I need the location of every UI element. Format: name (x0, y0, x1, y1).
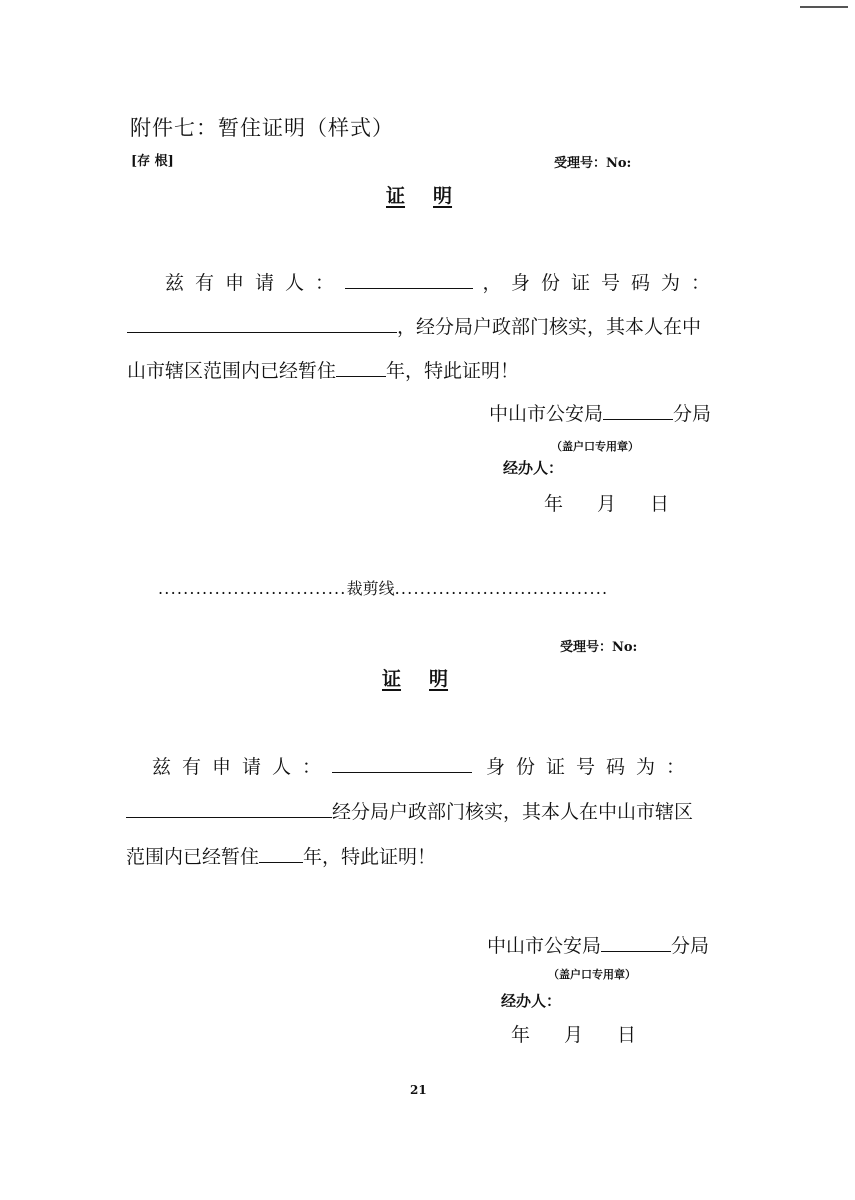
years-blank[interactable] (336, 356, 386, 377)
title-char-left: 证 (386, 185, 406, 207)
branch-blank[interactable] (601, 931, 671, 952)
id-number-label: 身份证号码为： (486, 756, 697, 778)
certificate-line-verification (126, 797, 693, 824)
id-number-blank[interactable] (127, 312, 397, 333)
day-label: 日 (650, 493, 670, 515)
stub-bureau-line (489, 399, 711, 426)
branch-suffix: 分局 (673, 403, 712, 425)
id-number-blank[interactable] (126, 797, 332, 818)
verification-text: ，经分局户政部门核实，其本人在中 (397, 316, 702, 338)
applicant-name-blank[interactable] (332, 752, 472, 773)
stub-certificate-title (386, 181, 452, 208)
certificate-date (511, 1020, 636, 1047)
residence-text: 山市辖区范围内已经暂住 (127, 360, 337, 382)
day-label: 日 (617, 1024, 637, 1046)
year-label: 年 (544, 493, 564, 515)
branch-suffix: 分局 (671, 935, 710, 957)
years-blank[interactable] (259, 842, 303, 863)
comma: ， (482, 272, 502, 294)
certificate-line-duration (126, 842, 436, 869)
certificate-bureau-line (487, 931, 709, 958)
scan-edge-rule (800, 6, 848, 8)
certificate-seal-note: （盖户口专用章） (548, 968, 636, 981)
verification-text: 经分局户政部门核实，其本人在中山市辖区 (332, 801, 694, 823)
applicant-label: 兹有申请人： (165, 272, 346, 294)
certify-text: 年，特此证明！ (386, 360, 520, 382)
year-label: 年 (511, 1024, 531, 1046)
title-char-right: 明 (429, 668, 449, 690)
bureau-name: 中山市公安局 (487, 935, 602, 957)
stub-date (544, 489, 669, 516)
month-label: 月 (597, 493, 617, 515)
page-number: 21 (410, 1083, 427, 1097)
certify-text: 年，特此证明！ (303, 846, 437, 868)
stub-handler-label: 经办人： (503, 459, 564, 477)
cut-line (158, 576, 608, 599)
cut-line-label: 裁剪线 (346, 579, 395, 598)
residence-text: 范围内已经暂住 (126, 846, 260, 868)
stub-seal-note: （盖户口专用章） (551, 440, 639, 453)
certificate-line-applicant (152, 752, 696, 779)
receipt-number-label: 受理号：No: (560, 640, 638, 655)
attachment-title: 附件七：暂住证明（样式） (130, 116, 394, 140)
cut-dots-right: .................................. (394, 579, 609, 598)
stub-line-duration (127, 356, 519, 383)
applicant-label: 兹有申请人： (152, 756, 333, 778)
branch-blank[interactable] (603, 399, 673, 420)
cut-dots-left: .............................. (158, 579, 347, 598)
id-number-label: 身份证号码为： (511, 272, 722, 294)
stub-line-verification (127, 312, 701, 339)
stub-line-applicant (165, 268, 721, 295)
title-char-left: 证 (382, 668, 402, 690)
title-char-right: 明 (433, 185, 453, 207)
certificate-handler-label: 经办人： (501, 992, 562, 1010)
bureau-name: 中山市公安局 (489, 403, 604, 425)
stub-label: [存 根] (131, 154, 174, 169)
applicant-name-blank[interactable] (345, 268, 473, 289)
certificate-title (382, 664, 448, 691)
receipt-number-label: 受理号：No: (554, 156, 632, 171)
month-label: 月 (564, 1024, 584, 1046)
